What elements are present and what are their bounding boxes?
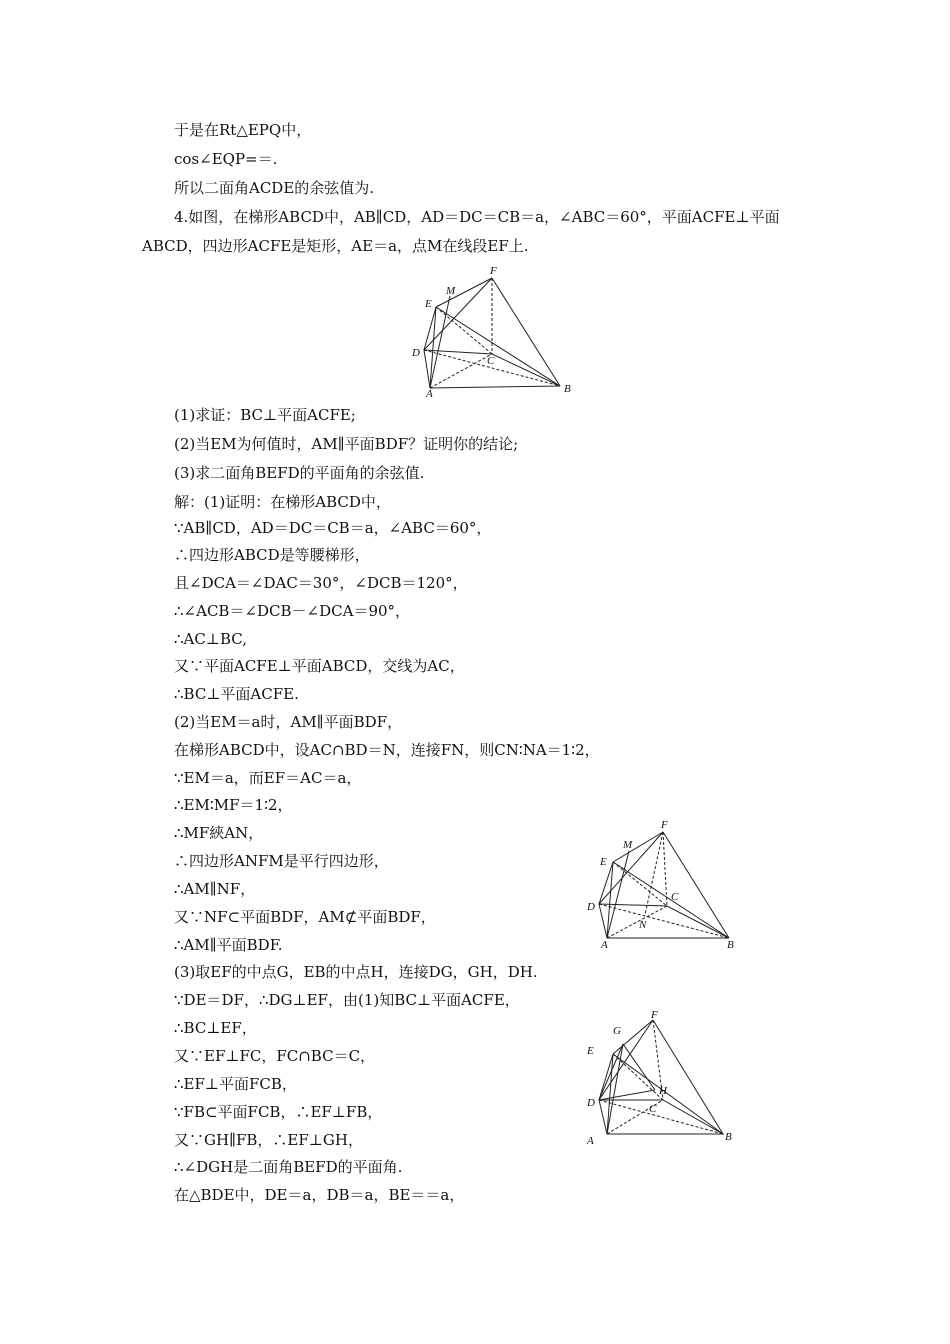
vertex-label: D xyxy=(412,347,420,359)
vertex-label: E xyxy=(425,298,432,310)
text-line: 又∵平面ACFE⊥平面ABCD，交线为AC， xyxy=(174,657,465,675)
vertex-label: F xyxy=(661,819,668,831)
problem-statement-cont: ABCD，四边形ACFE是矩形，AE＝a，点M在线段EF上. xyxy=(142,237,529,255)
text-line: 于是在Rt△EPQ中， xyxy=(174,121,312,139)
vertex-label: C xyxy=(671,891,679,903)
vertex-label: B xyxy=(564,383,571,395)
text-line: ∵FB⊂平面FCB，∴EF⊥FB， xyxy=(174,1103,383,1121)
text-line: 又∵NF⊂平面BDF，AM⊄平面BDF， xyxy=(174,908,436,926)
vertex-label: A xyxy=(426,388,433,398)
vertex-label: A xyxy=(587,1135,594,1146)
geometry-figure-1 xyxy=(408,262,578,398)
text-line: (2)当EM为何值时，AM∥平面BDF？证明你的结论; xyxy=(174,435,519,453)
vertex-label: E xyxy=(587,1045,594,1057)
text-line: ∴EM∶MF＝1∶2， xyxy=(174,796,293,814)
vertex-label: M xyxy=(623,839,633,851)
text-line: (2)当EM＝a时，AM∥平面BDF， xyxy=(174,713,403,731)
text-line: 又∵GH∥FB，∴EF⊥GH， xyxy=(174,1131,363,1149)
text-line: ∴四边形ABCD是等腰梯形， xyxy=(174,546,370,564)
vertex-label: G xyxy=(613,1025,621,1037)
text-line: cos∠EQP=＝. xyxy=(174,150,278,168)
vertex-label: C xyxy=(487,355,495,367)
text-line: ∴EF⊥平面FCB， xyxy=(174,1075,297,1093)
text-line: ∴∠ACB＝∠DCB－∠DCA＝90°， xyxy=(174,602,411,620)
text-line: ∴BC⊥平面ACFE. xyxy=(174,685,299,703)
text-line: ∵AB∥CD，AD＝DC＝CB＝a，∠ABC＝60°， xyxy=(174,519,492,537)
vertex-label: F xyxy=(651,1010,658,1021)
text-line: (3)取EF的中点G，EB的中点H，连接DG，GH，DH. xyxy=(174,963,538,981)
text-line: ∴∠DGH是二面角BEFD的平面角. xyxy=(174,1158,403,1176)
vertex-label: D xyxy=(587,901,595,913)
text-line: ∴四边形ANFM是平行四边形， xyxy=(174,852,389,870)
text-line: 在梯形ABCD中，设AC∩BD＝N，连接FN，则CN∶NA＝1∶2， xyxy=(174,741,600,759)
text-line: 且∠DCA＝∠DAC＝30°，∠DCB＝120°， xyxy=(174,574,468,592)
text-line: ∴AC⊥BC, xyxy=(174,630,247,648)
vertex-label: B xyxy=(727,939,734,951)
vertex-label: A xyxy=(601,939,608,951)
text-line: ∴AM∥平面BDF. xyxy=(174,936,283,954)
text-line: 在△BDE中，DE＝a，DB＝a，BE＝＝a， xyxy=(174,1186,465,1204)
geometry-figure-3 xyxy=(583,1010,748,1146)
text-line: ∵EM＝a，而EF＝AC＝a， xyxy=(174,769,362,787)
text-line: ∴AM∥NF， xyxy=(174,880,256,898)
vertex-label: D xyxy=(587,1097,595,1109)
vertex-label: B xyxy=(725,1131,732,1143)
vertex-label: N xyxy=(639,919,647,931)
vertex-label: C xyxy=(649,1103,657,1115)
text-line: 又∵EF⊥FC，FC∩BC＝C， xyxy=(174,1047,376,1065)
text-line: (1)求证：BC⊥平面ACFE; xyxy=(174,406,356,424)
text-line: ∴BC⊥EF， xyxy=(174,1019,257,1037)
text-line: (3)求二面角BEFD的平面角的余弦值. xyxy=(174,464,425,482)
text-line: 解：(1)证明：在梯形ABCD中， xyxy=(174,493,391,511)
vertex-label: E xyxy=(600,856,607,868)
text-line: 所以二面角ACDE的余弦值为. xyxy=(174,179,375,197)
text-line: ∵DE＝DF，∴DG⊥EF，由(1)知BC⊥平面ACFE， xyxy=(174,991,520,1009)
geometry-figure-2 xyxy=(583,818,748,954)
problem-statement: 4.如图，在梯形ABCD中，AB∥CD，AD＝DC＝CB＝a，∠ABC＝60°，平面ACFE⊥平面 xyxy=(174,208,780,226)
vertex-label: M xyxy=(446,285,456,297)
vertex-label: F xyxy=(490,265,497,277)
text-line: ∴MF綊AN， xyxy=(174,824,264,842)
vertex-label: H xyxy=(659,1085,667,1097)
